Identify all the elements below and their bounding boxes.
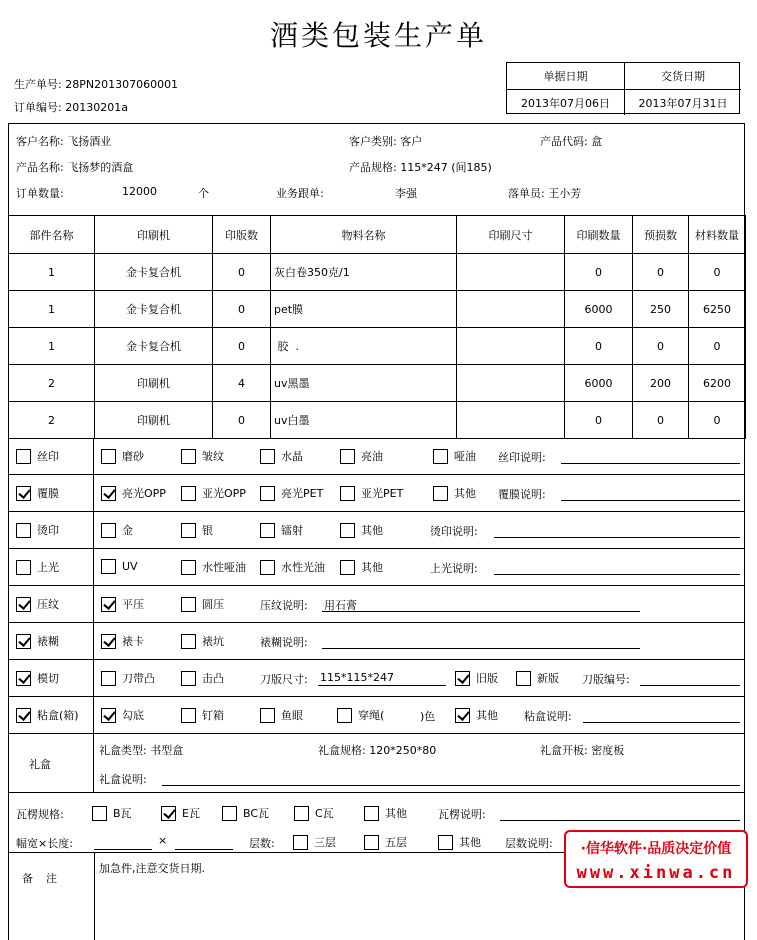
film-opt-mpet[interactable]: 亚光PET xyxy=(340,485,403,501)
date-box xyxy=(506,62,740,114)
table-cell xyxy=(457,365,565,402)
table-cell: 1 xyxy=(9,328,95,365)
table-cell xyxy=(457,254,565,291)
checkbox-box[interactable] xyxy=(16,560,31,575)
giftbox-board: 礼盒开板: 密度板 xyxy=(540,744,625,757)
table-cell: 0 xyxy=(689,254,746,291)
film-note-label: 覆膜说明: xyxy=(498,488,546,501)
glue-opt-eyelet[interactable]: 鱼眼 xyxy=(260,707,303,723)
delivery-date-value: 2013年07月31日 xyxy=(624,89,741,115)
emboss-note-label: 压纹说明: xyxy=(260,599,308,612)
customer-type: 客户类别: 客户 xyxy=(349,135,423,148)
col-header: 材料数量 xyxy=(689,216,746,254)
table-cell: 0 xyxy=(689,328,746,365)
col-header: 预损数 xyxy=(633,216,689,254)
glue-rope-color: )色 xyxy=(420,710,436,723)
gloss-opt-uv[interactable]: UV xyxy=(101,559,138,574)
checkbox-box[interactable] xyxy=(16,671,31,686)
emboss-note-field[interactable] xyxy=(322,611,640,612)
gloss-opt-water-gloss[interactable]: 水性光油 xyxy=(260,559,325,575)
glue-note-field[interactable] xyxy=(583,722,740,723)
silk-print-checkbox[interactable]: 丝印 xyxy=(16,448,59,464)
knife-no-field[interactable] xyxy=(640,685,740,686)
table-cell: 2 xyxy=(9,402,95,439)
flute-opt-e[interactable]: E瓦 xyxy=(161,805,200,821)
table-cell: 0 xyxy=(689,402,746,439)
silk-opt-matte[interactable]: 哑油 xyxy=(433,448,476,464)
table-header-row xyxy=(9,216,746,254)
table-cell: uv黑墨 xyxy=(271,365,457,402)
table-cell: 0 xyxy=(213,254,271,291)
length-field[interactable] xyxy=(175,849,233,850)
product-code: 产品代码: 盒 xyxy=(540,135,603,148)
diecut-checkbox[interactable]: 模切 xyxy=(16,670,59,686)
table-cell xyxy=(457,328,565,365)
table-cell: 6200 xyxy=(689,365,746,402)
silk-opt-gloss[interactable]: 亮油 xyxy=(340,448,383,464)
table-cell: 0 xyxy=(213,402,271,439)
table-cell: 0 xyxy=(565,402,633,439)
doc-date-value: 2013年07月06日 xyxy=(507,89,624,115)
table-cell: 1 xyxy=(9,254,95,291)
layer-note-label: 层数说明: xyxy=(505,837,553,850)
flute-note-field[interactable] xyxy=(500,820,740,821)
table-cell: 1 xyxy=(9,291,95,328)
table-cell: 0 xyxy=(213,291,271,328)
gloss-opt-water-matte[interactable]: 水性哑油 xyxy=(181,559,246,575)
giftbox-label: 礼盒 xyxy=(29,758,51,771)
order-qty-unit: 个 xyxy=(198,187,209,200)
times-sign: × xyxy=(158,834,168,847)
film-opt-mopp[interactable]: 亚光OPP xyxy=(181,485,246,501)
glue-note-label: 粘盒说明: xyxy=(524,710,572,723)
remarks-text: 加急件,注意交货日期. xyxy=(99,862,205,875)
col-header: 印刷尺寸 xyxy=(457,216,565,254)
layer-opt-5[interactable]: 五层 xyxy=(364,834,407,850)
size-label: 幅宽×长度: xyxy=(16,837,73,850)
glue-opt-other[interactable]: 其他 xyxy=(455,707,498,723)
flute-note-label: 瓦楞说明: xyxy=(438,808,486,821)
glue-checkbox[interactable]: 粘盒(箱) xyxy=(16,707,79,723)
giftbox-spec: 礼盒规格: 120*250*80 xyxy=(318,744,437,757)
layer-opt-3[interactable]: 三层 xyxy=(293,834,336,850)
layer-opt-other[interactable]: 其他 xyxy=(438,834,481,850)
table-cell: 4 xyxy=(213,365,271,402)
silk-opt-frosted[interactable]: 磨砂 xyxy=(101,448,144,464)
delivery-date-label: 交货日期 xyxy=(624,63,741,89)
order-number: 订单编号: 20130201a xyxy=(14,101,128,114)
order-qty-label: 订单数量: xyxy=(16,187,64,200)
table-cell: 6250 xyxy=(689,291,746,328)
watermark-slogan: ·信华软件·品质决定价值 xyxy=(580,841,732,857)
diecut-new-plate[interactable]: 新版 xyxy=(516,670,559,686)
checkbox-box[interactable] xyxy=(16,597,31,612)
remarks-divider xyxy=(94,853,95,940)
table-cell: 金卡复合机 xyxy=(95,328,213,365)
flute-opt-bc[interactable]: BC瓦 xyxy=(222,805,269,821)
emboss-checkbox[interactable]: 压纹 xyxy=(16,596,59,612)
page-title: 酒类包装生产单 xyxy=(269,19,487,52)
flute-opt-b[interactable]: B瓦 xyxy=(92,805,132,821)
sales-name: 李强 xyxy=(395,187,417,200)
emboss-note-value: 用石膏 xyxy=(324,599,357,612)
emboss-opt-round[interactable]: 圆压 xyxy=(181,596,224,612)
foil-note-field[interactable] xyxy=(494,537,740,538)
sales-label: 业务跟单: xyxy=(276,187,324,200)
table-cell: 0 xyxy=(565,328,633,365)
film-opt-bopp[interactable]: 亮光OPP xyxy=(101,485,166,501)
diecut-opt-knife[interactable]: 刀带凸 xyxy=(101,670,155,686)
gloss-checkbox[interactable]: 上光 xyxy=(16,559,59,575)
glue-opt-rope[interactable]: 穿绳( xyxy=(337,707,384,723)
col-header: 印刷机 xyxy=(95,216,213,254)
col-header: 物料名称 xyxy=(271,216,457,254)
col-header: 印刷数量 xyxy=(565,216,633,254)
table-cell: 胶 . xyxy=(271,328,457,365)
checkbox-box[interactable] xyxy=(16,634,31,649)
table-cell: 0 xyxy=(633,254,689,291)
foil-checkbox[interactable]: 烫印 xyxy=(16,522,59,538)
glue-opt-staple[interactable]: 钉箱 xyxy=(181,707,224,723)
foil-opt-other[interactable]: 其他 xyxy=(340,522,383,538)
table-cell xyxy=(457,291,565,328)
checkbox-box[interactable] xyxy=(16,523,31,538)
production-number: 生产单号: 28PN201307060001 xyxy=(14,78,179,91)
diecut-old-plate[interactable]: 旧版 xyxy=(455,670,498,686)
silk-opt-wrinkle[interactable]: 皱纹 xyxy=(181,448,224,464)
mount-note-label: 裱糊说明: xyxy=(260,636,308,649)
film-note-field[interactable] xyxy=(561,500,740,501)
product-name: 产品名称: 飞扬梦的酒盒 xyxy=(16,161,134,174)
table-cell: 6000 xyxy=(565,365,633,402)
foil-opt-laser[interactable]: 镭射 xyxy=(260,522,303,538)
table-cell: 金卡复合机 xyxy=(95,291,213,328)
customer-name: 客户名称: 飞扬酒业 xyxy=(16,135,112,148)
film-checkbox[interactable]: 覆膜 xyxy=(16,485,59,501)
col-header: 部件名称 xyxy=(9,216,95,254)
parts-table xyxy=(8,215,746,439)
table-cell: 2 xyxy=(9,365,95,402)
mount-opt-corrugated[interactable]: 裱坑 xyxy=(181,633,224,649)
giftbox-type: 礼盒类型: 书型盒 xyxy=(99,744,184,757)
table-cell: 250 xyxy=(633,291,689,328)
table-cell: 6000 xyxy=(565,291,633,328)
checkbox-box[interactable] xyxy=(16,708,31,723)
table-cell: 0 xyxy=(565,254,633,291)
flute-opt-other[interactable]: 其他 xyxy=(364,805,407,821)
doc-date-label: 单据日期 xyxy=(543,70,588,83)
clerk: 落单员: 王小芳 xyxy=(508,187,582,200)
table-row xyxy=(9,402,746,439)
table-row xyxy=(9,254,746,291)
table-cell: pet膜 xyxy=(271,291,457,328)
gloss-opt-other[interactable]: 其他 xyxy=(340,559,383,575)
table-row xyxy=(9,328,746,365)
width-field[interactable] xyxy=(94,849,152,850)
foil-note-label: 烫印说明: xyxy=(430,525,478,538)
table-cell: uv白墨 xyxy=(271,402,457,439)
table-row xyxy=(9,365,746,402)
table-cell: 0 xyxy=(633,402,689,439)
table-cell xyxy=(457,402,565,439)
foil-opt-gold[interactable]: 金 xyxy=(101,522,133,538)
flute-label: 瓦楞规格: xyxy=(16,808,64,821)
silk-note-field[interactable] xyxy=(561,463,740,464)
table-cell: 0 xyxy=(633,328,689,365)
remarks-label: 备 注 xyxy=(22,872,59,885)
layers-label: 层数: xyxy=(249,837,275,850)
giftbox-note-label: 礼盒说明: xyxy=(99,773,147,786)
knife-no-label: 刀版编号: xyxy=(582,673,630,686)
table-row xyxy=(9,291,746,328)
checkbox-box[interactable] xyxy=(16,449,31,464)
silk-note-label: 丝印说明: xyxy=(498,451,546,464)
brand-watermark xyxy=(564,830,748,888)
knife-size-value: 115*115*247 xyxy=(320,671,394,684)
table-cell: 灰白卷350克/1 xyxy=(271,254,457,291)
order-qty: 12000 xyxy=(122,185,157,198)
diecut-opt-emboss[interactable]: 击凸 xyxy=(181,670,224,686)
flute-opt-c[interactable]: C瓦 xyxy=(294,805,334,821)
giftbox-note-field[interactable] xyxy=(162,785,740,786)
gloss-note-field[interactable] xyxy=(494,574,740,575)
col-header: 印版数 xyxy=(213,216,271,254)
silk-opt-crystal[interactable]: 水晶 xyxy=(260,448,303,464)
product-spec: 产品规格: 115*247 (间185) xyxy=(349,161,492,174)
mount-opt-card[interactable]: 裱卡 xyxy=(101,633,144,649)
table-cell: 0 xyxy=(213,328,271,365)
gloss-note-label: 上光说明: xyxy=(430,562,478,575)
foil-opt-silver[interactable]: 银 xyxy=(181,522,213,538)
watermark-url: www.xinwa.cn xyxy=(576,863,736,883)
emboss-opt-flat[interactable]: 平压 xyxy=(101,596,144,612)
film-opt-other[interactable]: 其他 xyxy=(433,485,476,501)
mount-checkbox[interactable]: 裱糊 xyxy=(16,633,59,649)
table-cell: 200 xyxy=(633,365,689,402)
glue-opt-lock-bottom[interactable]: 勾底 xyxy=(101,707,144,723)
film-opt-bpet[interactable]: 亮光PET xyxy=(260,485,323,501)
table-cell: 印刷机 xyxy=(95,365,213,402)
table-cell: 金卡复合机 xyxy=(95,254,213,291)
checkbox-box[interactable] xyxy=(16,486,31,501)
table-cell: 印刷机 xyxy=(95,402,213,439)
knife-size-label: 刀版尺寸: xyxy=(260,673,308,686)
mount-note-field[interactable] xyxy=(322,648,640,649)
knife-size-field[interactable] xyxy=(318,685,446,686)
